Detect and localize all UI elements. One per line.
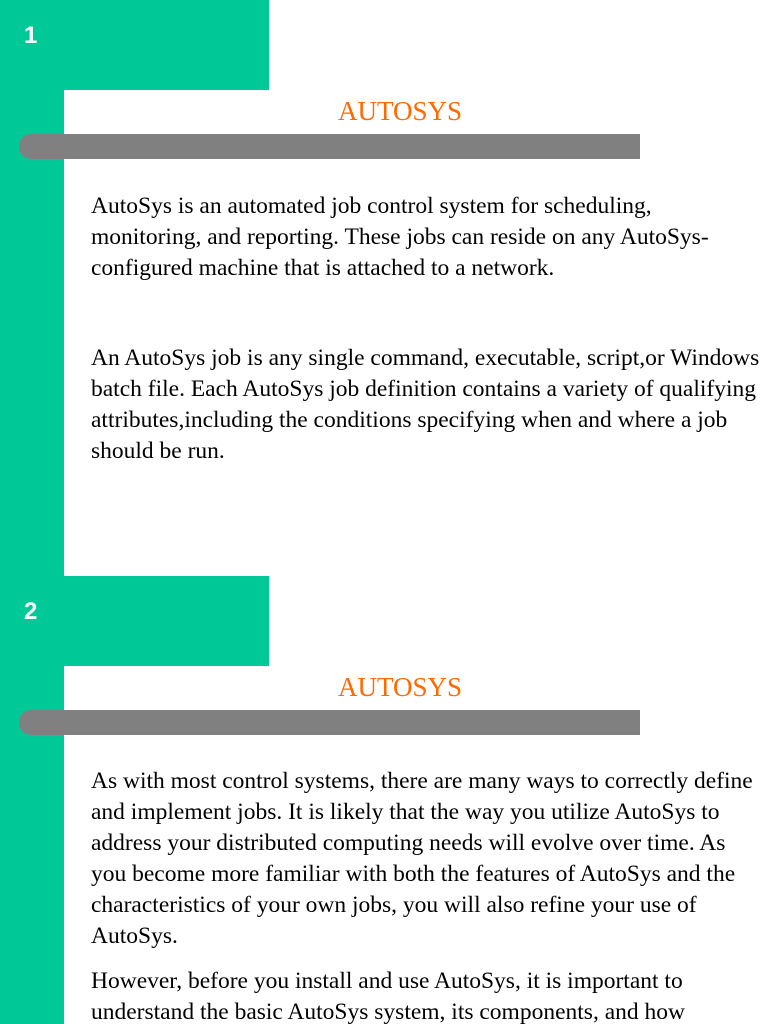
title-underline-bar bbox=[19, 710, 640, 735]
slide-number: 2 bbox=[24, 598, 38, 625]
body-paragraph: An AutoSys job is any single command, executable, script,or Windows batch file. Each AutoSys job definition contains a variety of qualifying attributes,including the conditions specifying when and where a job should be run. bbox=[91, 345, 760, 464]
body-paragraph: However, before you install and use AutoSys, it is important to understand the basic AutoSys system, its components, and how bbox=[91, 968, 685, 1024]
slide-2 bbox=[0, 576, 768, 1024]
body-paragraph: AutoSys is an automated job control system for scheduling, monitoring, and reporting. These jobs can reside on any AutoSys-configured machine that is attached to a network. bbox=[91, 193, 709, 281]
slide-title: AUTOSYS bbox=[337, 672, 463, 702]
slide-number-tab bbox=[0, 576, 269, 666]
slide-title: AUTOSYS bbox=[337, 96, 463, 126]
body-paragraph: As with most control systems, there are many ways to correctly define and implement jobs. It is likely that the way you utilize AutoSys to address your distributed computing needs will evolve over time. As you become more familiar with both the features of AutoSys and the characteristics of your own jobs, you will also refine your use of AutoSys. bbox=[91, 768, 753, 949]
slide-number-tab bbox=[0, 0, 269, 90]
title-underline-bar bbox=[19, 134, 640, 159]
slide-number: 1 bbox=[24, 22, 38, 49]
